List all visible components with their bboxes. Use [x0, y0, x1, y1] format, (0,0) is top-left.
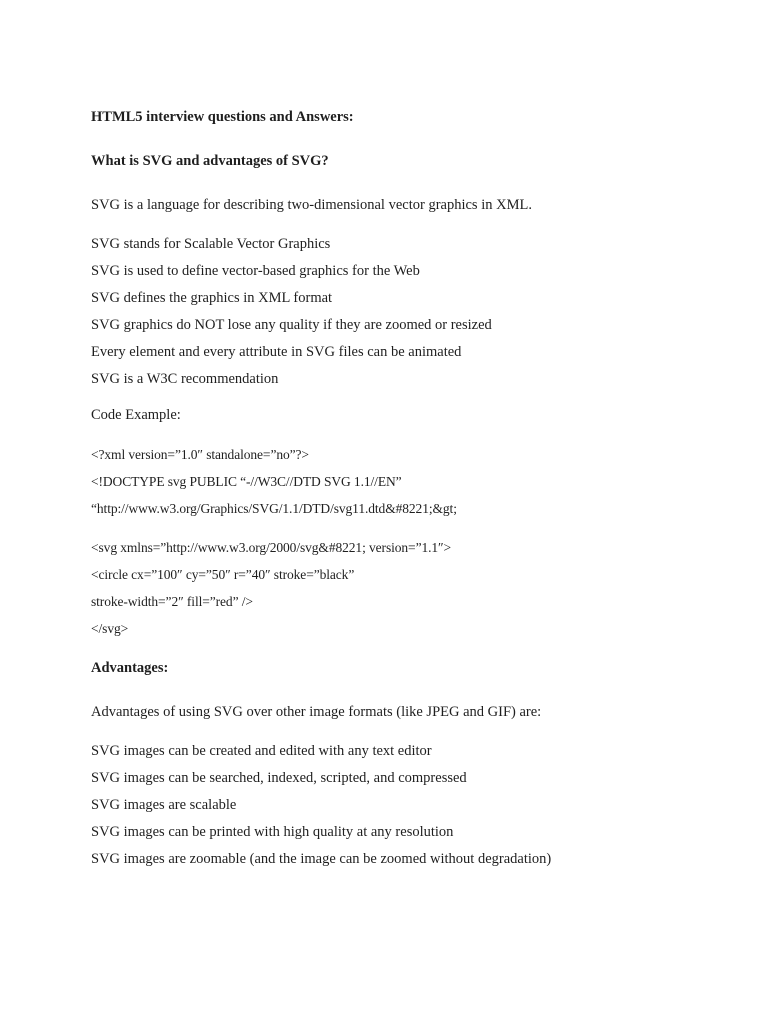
- advantages-heading: Advantages:: [91, 660, 169, 676]
- code-line: <?xml version=”1.0″ standalone=”no”?>: [91, 447, 309, 462]
- fact-item: SVG is used to define vector-based graphics for the Web: [91, 263, 420, 279]
- document-title: HTML5 interview questions and Answers:: [91, 109, 354, 125]
- advantages-list: [91, 738, 751, 873]
- code-line: <svg xmlns=”http://www.w3.org/2000/svg&#8221; version=”1.1″>: [91, 540, 452, 555]
- code-line: <circle cx=”100″ cy=”50″ r=”40″ stroke=”black”: [91, 567, 355, 582]
- advantage-item: SVG images can be created and edited with any text editor: [91, 743, 432, 759]
- advantage-item: SVG images are scalable: [91, 797, 237, 813]
- code-line: <!DOCTYPE svg PUBLIC “-//W3C//DTD SVG 1.1//EN”: [91, 474, 402, 489]
- code-example-label: Code Example:: [91, 407, 181, 423]
- advantage-item: SVG images can be searched, indexed, scripted, and compressed: [91, 770, 467, 786]
- code-block-svg: [91, 534, 751, 642]
- facts-list: [91, 231, 751, 393]
- advantage-item: SVG images can be printed with high quality at any resolution: [91, 824, 454, 840]
- fact-item: Every element and every attribute in SVG files can be animated: [91, 344, 462, 360]
- code-line: “http://www.w3.org/Graphics/SVG/1.1/DTD/svg11.dtd&#8221;&gt;: [91, 501, 457, 516]
- advantage-item: SVG images are zoomable (and the image can be zoomed without degradation): [91, 851, 552, 867]
- code-line: stroke-width=”2″ fill=”red” />: [91, 594, 253, 609]
- fact-item: SVG defines the graphics in XML format: [91, 290, 333, 306]
- advantages-intro: Advantages of using SVG over other image formats (like JPEG and GIF) are:: [91, 704, 542, 720]
- fact-item: SVG stands for Scalable Vector Graphics: [91, 236, 331, 252]
- intro-paragraph: SVG is a language for describing two-dimensional vector graphics in XML.: [91, 197, 532, 213]
- fact-item: SVG graphics do NOT lose any quality if they are zoomed or resized: [91, 317, 492, 333]
- document-page: [91, 107, 751, 873]
- code-line: </svg>: [91, 621, 129, 636]
- question-heading: What is SVG and advantages of SVG?: [91, 153, 329, 169]
- fact-item: SVG is a W3C recommendation: [91, 371, 279, 387]
- code-block-doctype: [91, 441, 751, 522]
